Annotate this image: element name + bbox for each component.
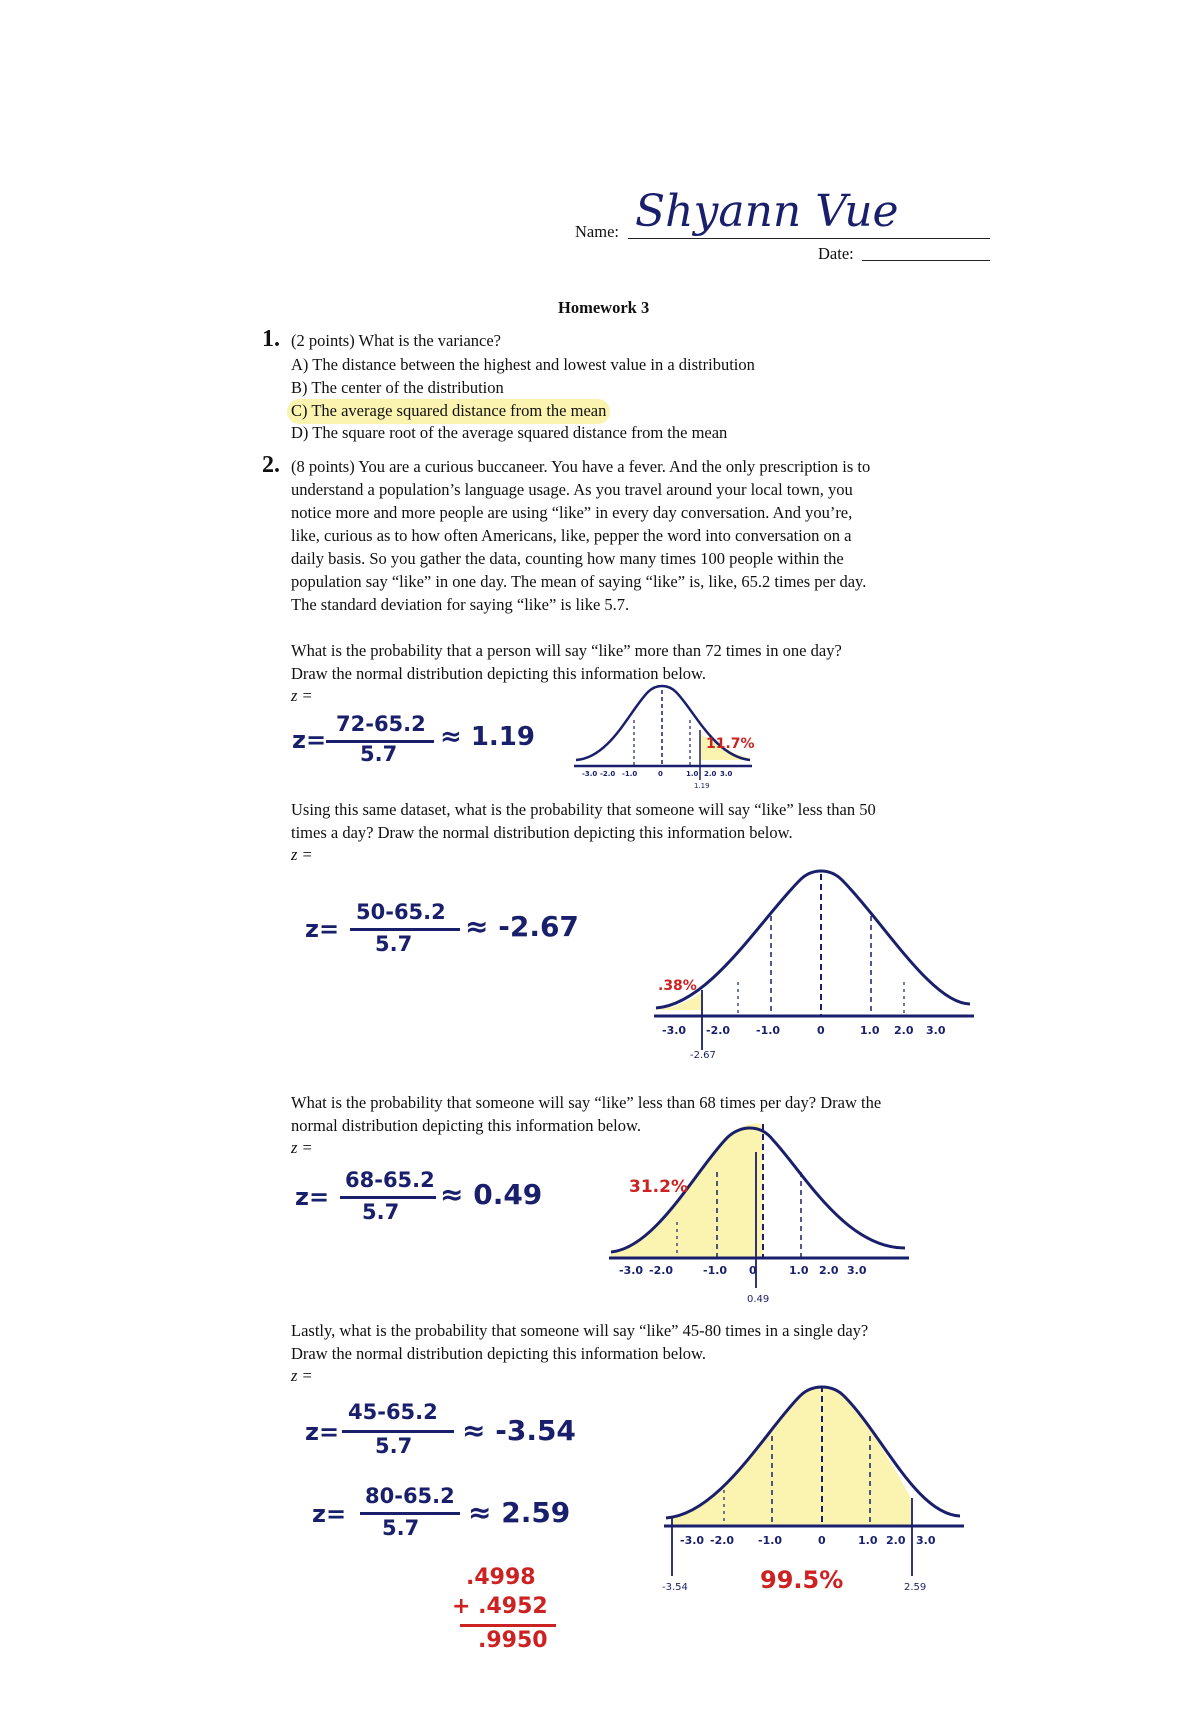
part-4-sum-a: .4998 bbox=[466, 1565, 536, 1590]
part-1-result: ≈ 1.19 bbox=[440, 722, 535, 752]
part-3-numerator: 68-65.2 bbox=[345, 1168, 435, 1192]
part-4-z2: z= bbox=[312, 1500, 347, 1528]
question-1-prompt: (2 points) What is the variance? bbox=[291, 331, 501, 350]
part-3-fraction-bar bbox=[340, 1196, 436, 1199]
part-1-question: What is the probability that a person will say “like” more than 72 times in one day? bbox=[291, 641, 842, 660]
part-4-left-marker-label: -3.54 bbox=[662, 1582, 688, 1593]
q2-intro-line: The standard deviation for saying “like” is like 5.7. bbox=[291, 595, 630, 614]
part-2-fraction-bar bbox=[350, 928, 460, 931]
part-3-question: normal distribution depicting this information below. bbox=[291, 1116, 641, 1135]
part-3-tick: 0 bbox=[749, 1264, 757, 1277]
part-1-tick: -2.0 bbox=[600, 770, 616, 778]
part-1-answer: 11.7% bbox=[706, 736, 755, 752]
part-2-result: ≈ -2.67 bbox=[465, 910, 579, 943]
part-3-answer: 31.2% bbox=[629, 1177, 688, 1197]
q1-option-c-selected: C) The average squared distance from the mean bbox=[287, 399, 610, 424]
part-4-question: Lastly, what is the probability that someone will say “like” 45-80 times in a single day? bbox=[291, 1321, 869, 1340]
q2-intro-line: population say “like” in one day. The mean of saying “like” is, like, 65.2 times per day. bbox=[291, 572, 867, 591]
part-4-sum-line bbox=[460, 1624, 556, 1627]
q2-intro-line: daily basis. So you gather the data, counting how many times 100 people within the bbox=[291, 549, 844, 568]
part-3-tick: -2.0 bbox=[649, 1264, 674, 1277]
q2-intro-line: (8 points) You are a curious buccaneer. You have a fever. And the only prescription is to bbox=[291, 457, 871, 476]
part-4-shaded-area bbox=[672, 1387, 912, 1526]
part-3-denominator: 5.7 bbox=[362, 1200, 400, 1224]
date-label: Date: bbox=[818, 244, 854, 263]
part-1-z-label: z = bbox=[291, 686, 313, 705]
part-1-denominator: 5.7 bbox=[360, 742, 398, 766]
q2-intro-line: like, curious as to how often Americans, like, pepper the word into conversation on a bbox=[291, 526, 852, 545]
page-title: Homework 3 bbox=[558, 298, 650, 317]
part-4-answer: 99.5% bbox=[760, 1566, 844, 1594]
part-4-numerator-1: 45-65.2 bbox=[348, 1400, 438, 1424]
part-4-tick: -3.0 bbox=[680, 1534, 705, 1547]
part-3-z: z= bbox=[295, 1183, 330, 1211]
part-4-normal-curve bbox=[660, 1380, 970, 1600]
part-3-normal-curve bbox=[605, 1112, 915, 1310]
part-4-fraction-bar-2 bbox=[360, 1512, 460, 1515]
part-2-z-label: z = bbox=[291, 845, 313, 864]
part-2-answer: .38% bbox=[658, 978, 697, 994]
part-2-marker-label: -2.67 bbox=[690, 1050, 716, 1060]
part-1-z: z= bbox=[292, 726, 327, 754]
part-1-tick: 0 bbox=[658, 770, 663, 778]
part-3-tick: -1.0 bbox=[703, 1264, 728, 1277]
question-2-number: 2. bbox=[262, 452, 280, 478]
part-3-tick: 3.0 bbox=[847, 1264, 867, 1277]
question-1-number: 1. bbox=[262, 326, 280, 352]
name-label: Name: bbox=[575, 222, 619, 241]
part-2-tick: -1.0 bbox=[756, 1024, 781, 1037]
part-3-tick: 1.0 bbox=[789, 1264, 809, 1277]
part-1-tick: 2.0 bbox=[704, 770, 717, 778]
part-4-result-1: ≈ -3.54 bbox=[462, 1414, 576, 1447]
part-1-normal-curve bbox=[570, 680, 760, 790]
name-signature: Shyann Vue bbox=[635, 186, 899, 237]
part-2-question: Using this same dataset, what is the probability that someone will say “like” less than 50 bbox=[291, 800, 876, 819]
part-4-tick: -2.0 bbox=[710, 1534, 735, 1547]
q1-option-b: B) The center of the distribution bbox=[291, 378, 504, 397]
part-4-denominator-2: 5.7 bbox=[382, 1516, 420, 1540]
part-3-tick: 2.0 bbox=[819, 1264, 839, 1277]
part-2-question: times a day? Draw the normal distribution depicting this information below. bbox=[291, 823, 793, 842]
date-line bbox=[862, 260, 990, 261]
part-4-tick: -1.0 bbox=[758, 1534, 783, 1547]
part-3-marker-label: 0.49 bbox=[747, 1294, 770, 1305]
part-4-question: Draw the normal distribution depicting this information below. bbox=[291, 1344, 707, 1363]
part-4-z1: z= bbox=[305, 1418, 340, 1446]
part-4-numerator-2: 80-65.2 bbox=[365, 1484, 455, 1508]
q1-option-a: A) The distance between the highest and lowest value in a distribution bbox=[291, 355, 755, 374]
part-2-tick: -2.0 bbox=[706, 1024, 731, 1037]
part-4-tick: 1.0 bbox=[858, 1534, 878, 1547]
part-2-bell-curve bbox=[656, 871, 970, 1008]
part-2-tick: -3.0 bbox=[662, 1024, 687, 1037]
q2-intro-line: notice more and more people are using “like” in every day conversation. And you’re, bbox=[291, 503, 853, 522]
part-2-tick: 2.0 bbox=[894, 1024, 914, 1037]
part-2-tick: 0 bbox=[817, 1024, 825, 1037]
part-1-tick: 3.0 bbox=[720, 770, 733, 778]
part-4-result-2: ≈ 2.59 bbox=[468, 1496, 571, 1529]
q1-option-d: D) The square root of the average squared distance from the mean bbox=[291, 423, 728, 442]
part-1-marker-label: 1.19 bbox=[694, 782, 710, 790]
part-1-tick: -1.0 bbox=[622, 770, 638, 778]
part-3-z-label: z = bbox=[291, 1138, 313, 1157]
part-4-fraction-bar-1 bbox=[342, 1430, 454, 1433]
part-2-normal-curve bbox=[650, 860, 980, 1060]
part-4-tick: 2.0 bbox=[886, 1534, 906, 1547]
part-1-question: Draw the normal distribution depicting this information below. bbox=[291, 664, 707, 683]
q2-intro-line: understand a population’s language usage. As you travel around your local town, you bbox=[291, 480, 853, 499]
part-4-z-label: z = bbox=[291, 1366, 313, 1385]
part-4-right-marker-label: 2.59 bbox=[904, 1582, 927, 1593]
part-3-result: ≈ 0.49 bbox=[440, 1178, 543, 1211]
part-1-tick: -3.0 bbox=[582, 770, 598, 778]
part-2-tick: 3.0 bbox=[926, 1024, 946, 1037]
part-4-sum-b: + .4952 bbox=[452, 1594, 548, 1619]
part-3-question: What is the probability that someone will say “like” less than 68 times per day? Draw the bbox=[291, 1093, 882, 1112]
part-4-tick: 3.0 bbox=[916, 1534, 936, 1547]
part-2-denominator: 5.7 bbox=[375, 932, 413, 956]
part-4-sum-total: .9950 bbox=[478, 1628, 548, 1653]
part-4-denominator-1: 5.7 bbox=[375, 1434, 413, 1458]
part-2-z: z= bbox=[305, 915, 340, 943]
part-3-tick: -3.0 bbox=[619, 1264, 644, 1277]
part-1-tick: 1.0 bbox=[686, 770, 699, 778]
part-4-tick: 0 bbox=[818, 1534, 826, 1547]
part-2-tick: 1.0 bbox=[860, 1024, 880, 1037]
part-1-numerator: 72-65.2 bbox=[336, 712, 426, 736]
name-line bbox=[628, 238, 990, 239]
part-2-numerator: 50-65.2 bbox=[356, 900, 446, 924]
